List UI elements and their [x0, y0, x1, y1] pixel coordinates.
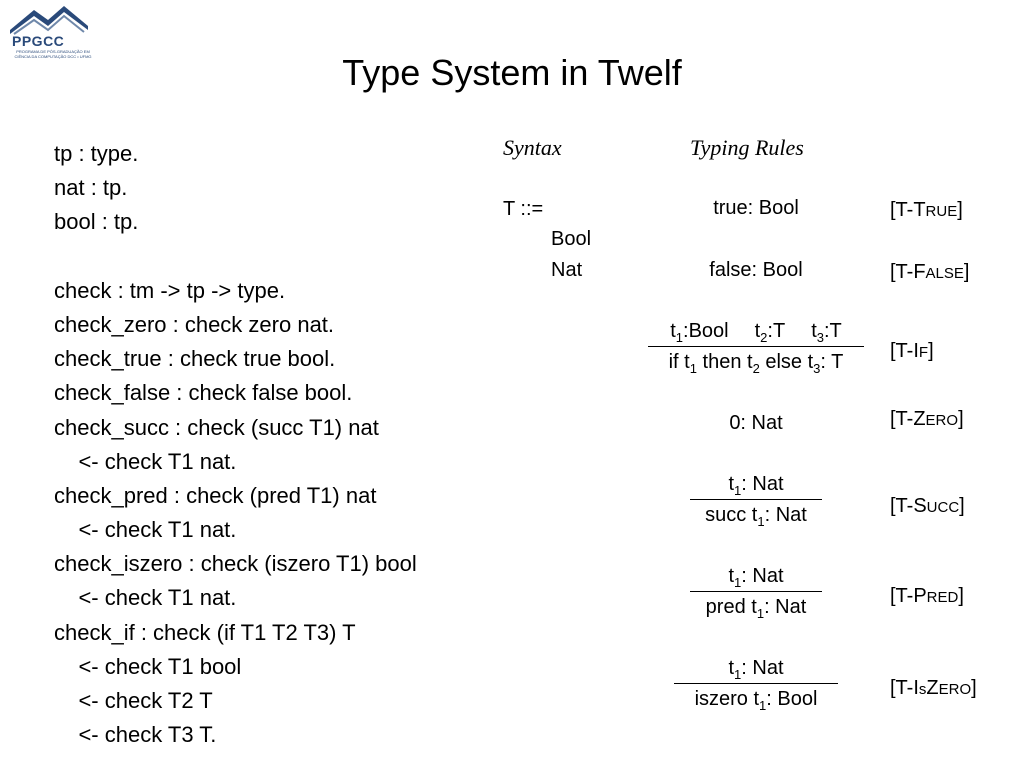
code-line: check_false : check false bool. [54, 380, 353, 406]
code-line: bool : tp. [54, 209, 139, 235]
logo-subtitle: PROGRAMA DE PÓS-GRADUAÇÃO EM CIÊNCIA DA COMPUTAÇÃO DCC • UFMG [14, 49, 92, 59]
code-line: <- check T1 nat. [54, 585, 237, 611]
code-line: check_pred : check (pred T1) nat [54, 482, 377, 508]
rule-name-succ: [T-SUCC] [890, 495, 965, 517]
rule-name-iszero: [T-IsZERO] [890, 677, 977, 699]
rule-iszero-conclusion: iszero $t_1$: Bool [694, 688, 818, 713]
typing-rules-header: Typing Rules [690, 135, 804, 160]
logo-name: PPGCC [12, 33, 65, 49]
syntax-alt-nat: Nat [551, 259, 583, 281]
slide-title: Type System in Twelf [342, 52, 682, 93]
code-line: <- check T1 bool [54, 653, 242, 679]
rule-iszero [674, 655, 838, 712]
code-line: <- check T1 nat. [54, 448, 237, 474]
rule-if-premises: $t_1:Bool$ $t_2:T$ $t_3:T$ [670, 320, 842, 345]
rule-name-if: [T-IF] [890, 340, 934, 362]
rule-pred-bar [690, 591, 822, 592]
rule-pred-premise: $t_1$: Nat [728, 565, 784, 590]
code-line: nat : tp. [54, 175, 128, 201]
rule-zero-conclusion: 0: Nat [729, 412, 783, 434]
rule-true-conclusion: true: Bool [713, 197, 799, 219]
code-line: <- check T1 nat. [54, 517, 237, 543]
syntax-definition: T ::= [503, 198, 544, 220]
rule-if-bar [648, 346, 864, 347]
rule-name-zero: [T-ZERO] [890, 408, 964, 430]
rule-iszero-premise: $t_1$: Nat [728, 657, 784, 682]
code-line: <- check T2 T [54, 688, 213, 713]
rule-if [648, 318, 864, 375]
code-line [54, 240, 417, 274]
rule-succ-conclusion: succ $t_1$: Nat [705, 504, 807, 529]
code-line: check : tm -> tp -> type. [54, 277, 286, 303]
syntax-alt-bool: Bool [551, 228, 592, 250]
rule-name-pred: [T-PRED] [890, 585, 964, 607]
code-line: tp : type. [54, 141, 139, 166]
rule-if-conclusion: if $t_1$ then $t_2$ else $t_3$: T [668, 351, 844, 376]
rule-pred-conclusion: pred $t_1$: Nat [705, 596, 807, 621]
code-line: check_succ : check (succ T1) nat [54, 414, 379, 440]
rule-succ-bar [690, 499, 822, 500]
code-line: <- check T3 T. [54, 722, 217, 748]
syntax-header: Syntax [503, 135, 562, 160]
rule-succ [690, 471, 822, 528]
rule-false-conclusion: false: Bool [709, 259, 803, 281]
rule-succ-premise: $t_1$: Nat [728, 473, 784, 498]
rule-iszero-bar [674, 683, 838, 684]
code-line: check_if : check (if T1 T2 T3) T [54, 619, 356, 645]
code-line: check_true : check true bool. [54, 346, 336, 372]
rule-name-true: [T-TRUE] [890, 199, 963, 221]
rule-pred [690, 563, 822, 620]
code-line: check_iszero : check (iszero T1) bool [54, 551, 417, 577]
code-line: check_zero : check zero nat. [54, 311, 335, 337]
rule-name-false: [T-FALSE] [890, 261, 970, 283]
twelf-code [54, 137, 417, 752]
